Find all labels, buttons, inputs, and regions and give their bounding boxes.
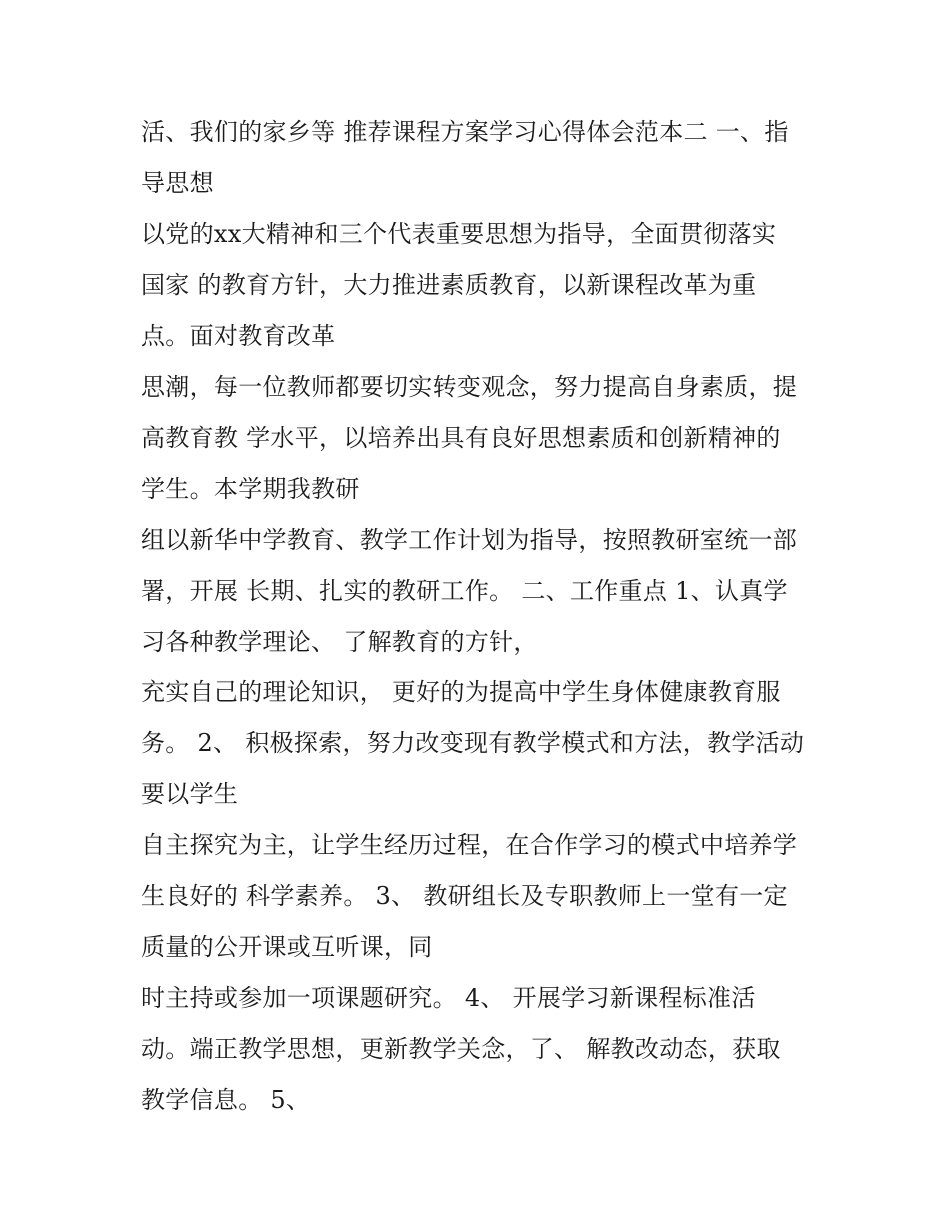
text-line: 时主持或参加一项课题研究。 4、 开展学习新课程标准活 xyxy=(141,984,756,1013)
text-line: 国家 的教育方针，大力推进素质教育，以新课程改革为重 xyxy=(141,270,757,299)
text-line: 自主探究为主，让学生经历过程，在合作学习的模式中培养学 xyxy=(141,831,798,860)
text-line: 点。面对教育改革 xyxy=(141,321,336,350)
text-line: 充实自己的理论知识， 更好的为提高中学生身体健康教育服 xyxy=(141,678,781,707)
text-line: 务。 2、 积极探索，努力改变现有教学模式和方法，教学活动 xyxy=(141,729,805,758)
text-line: 署，开展 长期、扎实的教研工作。 二、工作重点 1、认真学 xyxy=(141,576,788,605)
text-line: 动。端正教学思想，更新教学关念，了、 解教改动态，获取 xyxy=(141,1035,781,1064)
text-line: 学生。本学期我教研 xyxy=(141,474,360,503)
text-line: 高教育教 学水平，以培养出具有良好思想素质和创新精神的 xyxy=(141,423,781,452)
text-line: 质量的公开课或互听课，同 xyxy=(141,933,433,962)
text-line: 组以新华中学教育、教学工作计划为指导，按照教研室统一部 xyxy=(141,525,798,554)
text-line: 生良好的 科学素养。 3、 教研组长及专职教师上一堂有一定 xyxy=(141,882,788,911)
body-text xyxy=(141,107,831,1126)
text-line: 以党的xx大精神和三个代表重要思想为指导，全面贯彻落实 xyxy=(141,219,777,248)
text-line: 导思想 xyxy=(141,168,214,197)
text-line: 思潮，每一位教师都要切实转变观念，努力提高自身素质，提 xyxy=(141,372,798,401)
text-line: 要以学生 xyxy=(141,780,239,809)
text-line: 教学信息。 5、 xyxy=(141,1086,311,1115)
text-line: 活、我们的家乡等 推荐课程方案学习心得体会范本二 一、指 xyxy=(141,118,789,146)
text-line: 习各种教学理论、 了解教育的方针， xyxy=(141,627,538,656)
